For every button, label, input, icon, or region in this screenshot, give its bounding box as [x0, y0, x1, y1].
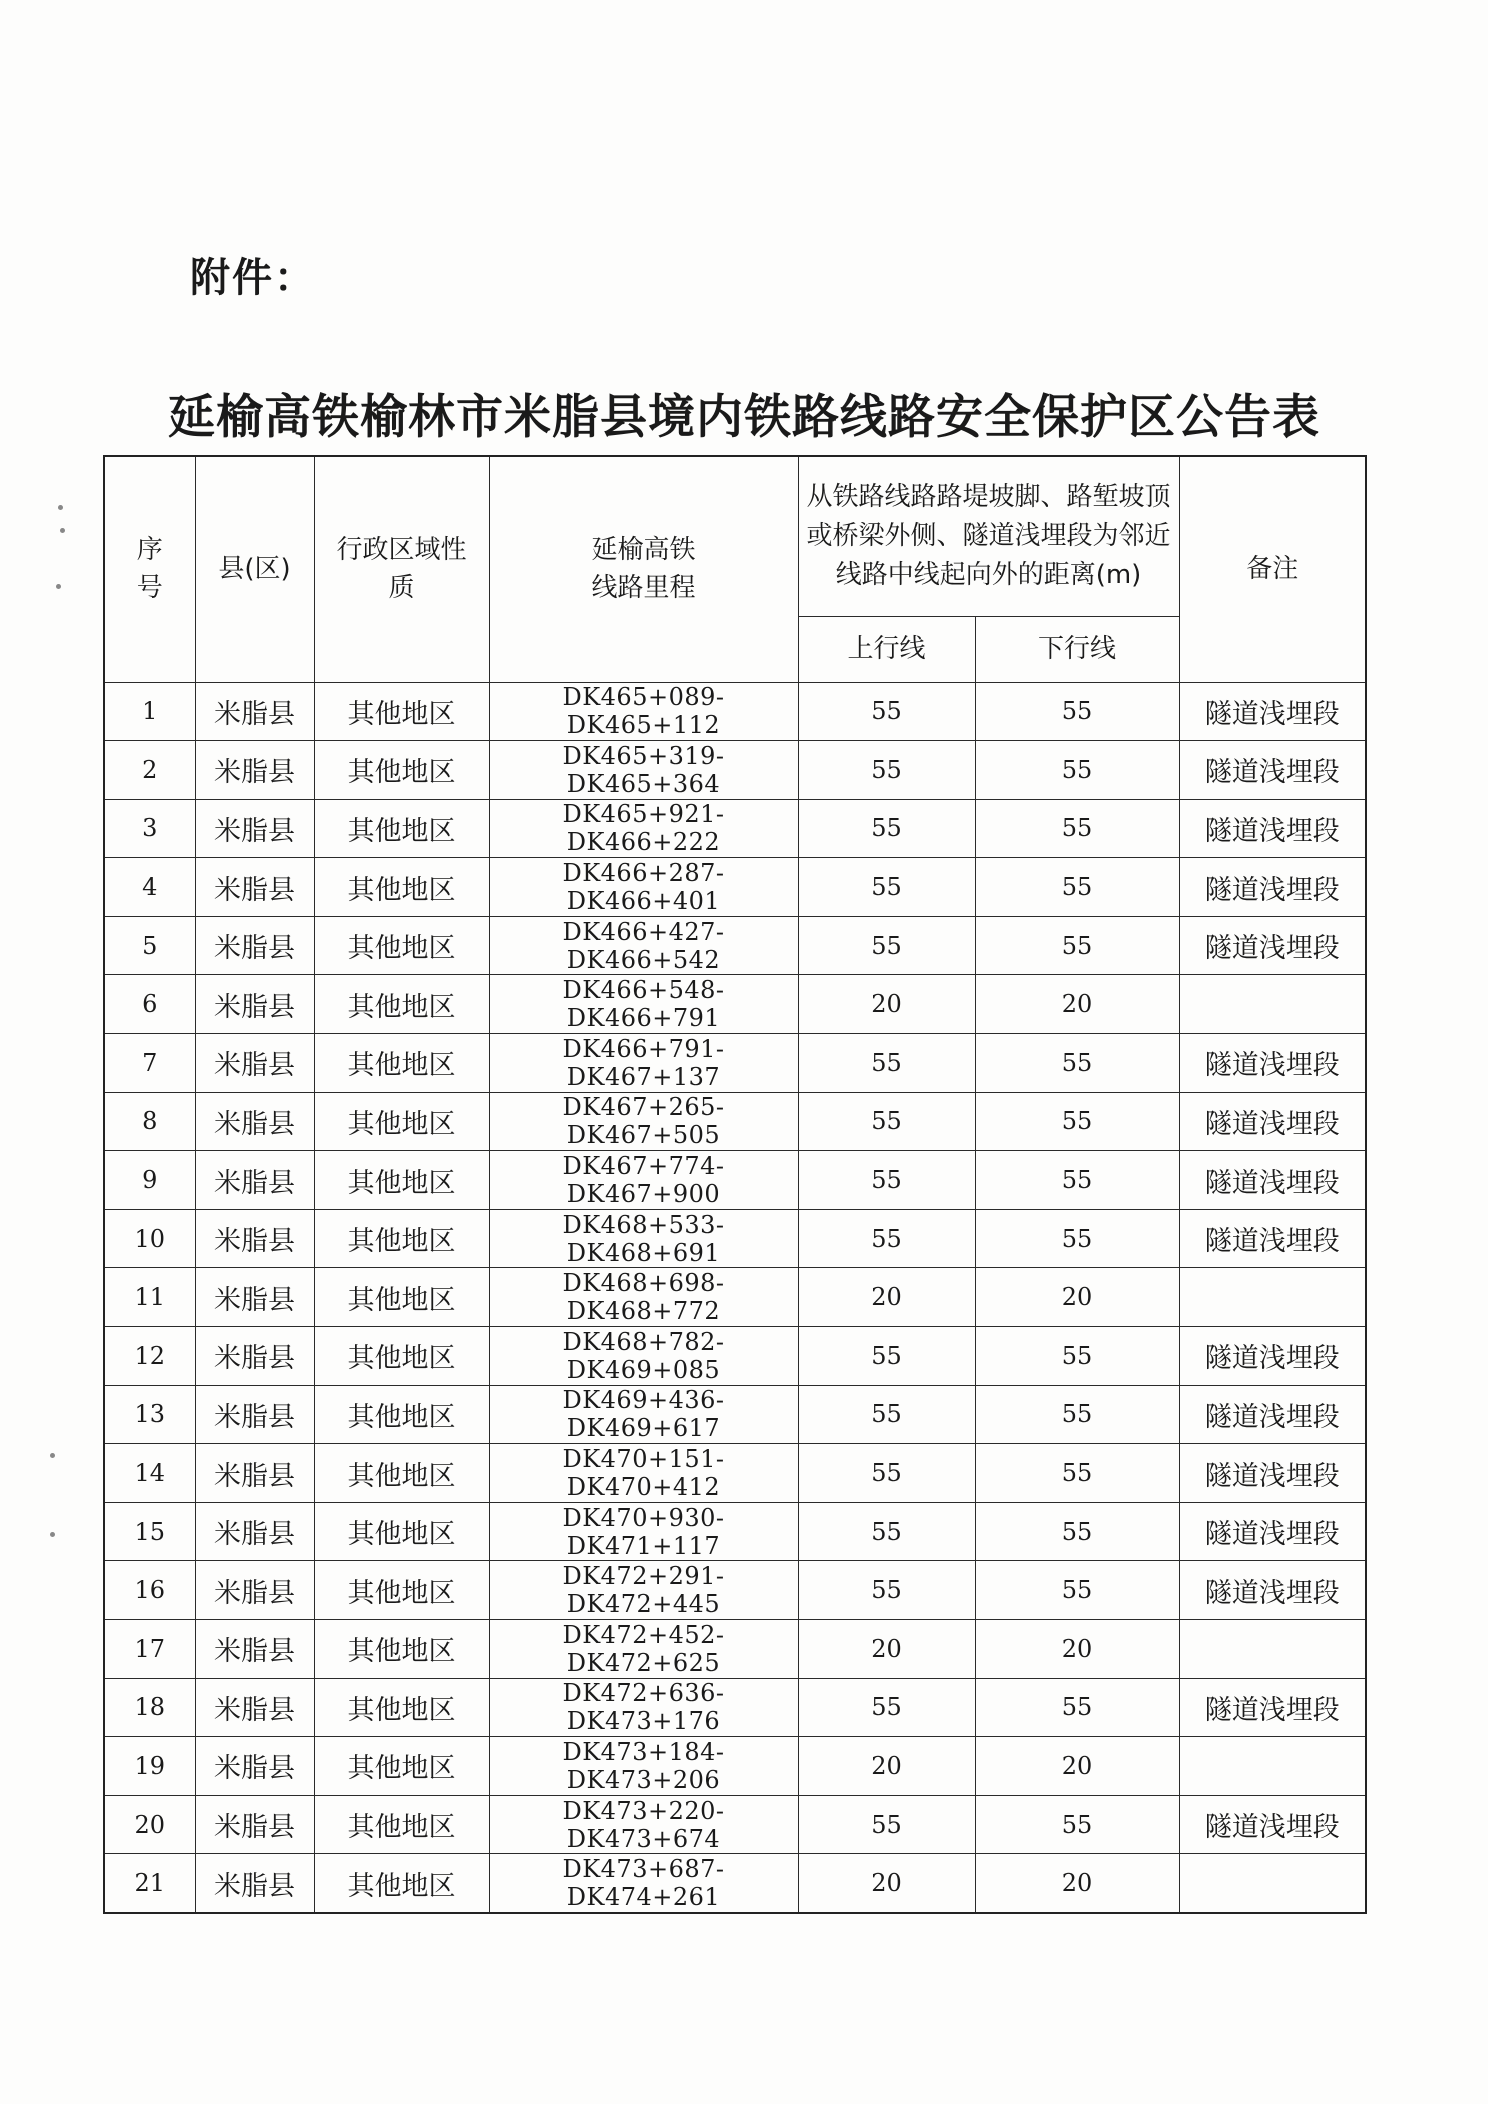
region-cell: 其他地区: [314, 1795, 489, 1854]
seq-cell: 13: [104, 1385, 195, 1444]
seq-cell: 9: [104, 1151, 195, 1210]
header-seq: 序号: [104, 456, 195, 682]
seq-cell: 2: [104, 741, 195, 800]
table-row: [104, 1209, 1366, 1268]
up-line-cell: 20: [798, 1737, 975, 1796]
table-row: [104, 975, 1366, 1034]
region-cell: 其他地区: [314, 1092, 489, 1151]
seq-cell: 19: [104, 1737, 195, 1796]
region-cell: 其他地区: [314, 799, 489, 858]
note-cell: 隧道浅埋段: [1179, 1444, 1366, 1503]
mileage-cell: DK472+291-DK472+445: [489, 1561, 798, 1620]
table-row: [104, 1502, 1366, 1561]
seq-cell: 4: [104, 858, 195, 917]
county-cell: 米脂县: [195, 1151, 314, 1210]
header-up-line: 上行线: [798, 616, 975, 682]
seq-cell: 15: [104, 1502, 195, 1561]
table-row: [104, 1151, 1366, 1210]
table-row: [104, 1268, 1366, 1327]
mileage-cell: DK469+436-DK469+617: [489, 1385, 798, 1444]
up-line-cell: 20: [798, 1854, 975, 1913]
note-cell: 隧道浅埋段: [1179, 1385, 1366, 1444]
up-line-cell: 55: [798, 1795, 975, 1854]
header-distance: 从铁路线路路堤坡脚、路堑坡顶或桥梁外侧、隧道浅埋段为邻近线路中线起向外的距离(m): [798, 456, 1179, 616]
county-cell: 米脂县: [195, 1854, 314, 1913]
table-row: [104, 1678, 1366, 1737]
county-cell: 米脂县: [195, 741, 314, 800]
county-cell: 米脂县: [195, 1034, 314, 1093]
down-line-cell: 55: [975, 1209, 1179, 1268]
region-cell: 其他地区: [314, 1385, 489, 1444]
note-cell: [1179, 1268, 1366, 1327]
table-row: [104, 1092, 1366, 1151]
county-cell: 米脂县: [195, 1444, 314, 1503]
region-cell: 其他地区: [314, 1737, 489, 1796]
county-cell: 米脂县: [195, 1737, 314, 1796]
header-down-line: 下行线: [975, 616, 1179, 682]
mileage-cell: DK470+930-DK471+117: [489, 1502, 798, 1561]
table-row: [104, 1854, 1366, 1913]
mileage-cell: DK466+548-DK466+791: [489, 975, 798, 1034]
county-cell: 米脂县: [195, 1327, 314, 1386]
mileage-cell: DK466+427-DK466+542: [489, 916, 798, 975]
down-line-cell: 55: [975, 1151, 1179, 1210]
region-cell: 其他地区: [314, 1561, 489, 1620]
down-line-cell: 55: [975, 1795, 1179, 1854]
mileage-cell: DK472+452-DK472+625: [489, 1620, 798, 1679]
up-line-cell: 20: [798, 1620, 975, 1679]
protection-zone-table: [103, 455, 1367, 1914]
seq-cell: 18: [104, 1678, 195, 1737]
table-row: [104, 799, 1366, 858]
region-cell: 其他地区: [314, 1034, 489, 1093]
page-title: 延榆高铁榆林市米脂县境内铁路线路安全保护区公告表: [168, 390, 1320, 445]
up-line-cell: 55: [798, 799, 975, 858]
mileage-cell: DK468+698-DK468+772: [489, 1268, 798, 1327]
table-row: [104, 1327, 1366, 1386]
region-cell: 其他地区: [314, 1268, 489, 1327]
up-line-cell: 55: [798, 1385, 975, 1444]
table-row: [104, 916, 1366, 975]
note-cell: [1179, 1854, 1366, 1913]
up-line-cell: 55: [798, 1151, 975, 1210]
note-cell: [1179, 975, 1366, 1034]
up-line-cell: 55: [798, 1561, 975, 1620]
down-line-cell: 55: [975, 1561, 1179, 1620]
note-cell: 隧道浅埋段: [1179, 1678, 1366, 1737]
county-cell: 米脂县: [195, 1795, 314, 1854]
county-cell: 米脂县: [195, 1620, 314, 1679]
down-line-cell: 55: [975, 1092, 1179, 1151]
county-cell: 米脂县: [195, 858, 314, 917]
mileage-cell: DK472+636-DK473+176: [489, 1678, 798, 1737]
seq-cell: 12: [104, 1327, 195, 1386]
region-cell: 其他地区: [314, 1678, 489, 1737]
mileage-cell: DK473+220-DK473+674: [489, 1795, 798, 1854]
seq-cell: 8: [104, 1092, 195, 1151]
region-cell: 其他地区: [314, 1854, 489, 1913]
seq-cell: 21: [104, 1854, 195, 1913]
up-line-cell: 55: [798, 916, 975, 975]
county-cell: 米脂县: [195, 1268, 314, 1327]
region-cell: 其他地区: [314, 858, 489, 917]
up-line-cell: 55: [798, 1034, 975, 1093]
up-line-cell: 55: [798, 682, 975, 741]
table-row: [104, 1737, 1366, 1796]
note-cell: 隧道浅埋段: [1179, 1209, 1366, 1268]
seq-cell: 17: [104, 1620, 195, 1679]
note-cell: 隧道浅埋段: [1179, 858, 1366, 917]
note-cell: 隧道浅埋段: [1179, 916, 1366, 975]
down-line-cell: 20: [975, 1268, 1179, 1327]
down-line-cell: 55: [975, 799, 1179, 858]
up-line-cell: 55: [798, 1502, 975, 1561]
note-cell: 隧道浅埋段: [1179, 799, 1366, 858]
note-cell: [1179, 1620, 1366, 1679]
up-line-cell: 55: [798, 1444, 975, 1503]
mileage-cell: DK466+791-DK467+137: [489, 1034, 798, 1093]
mileage-cell: DK465+319-DK465+364: [489, 741, 798, 800]
region-cell: 其他地区: [314, 1620, 489, 1679]
mileage-cell: DK466+287-DK466+401: [489, 858, 798, 917]
down-line-cell: 55: [975, 858, 1179, 917]
table-row: [104, 1034, 1366, 1093]
mileage-cell: DK470+151-DK470+412: [489, 1444, 798, 1503]
down-line-cell: 55: [975, 1034, 1179, 1093]
county-cell: 米脂县: [195, 916, 314, 975]
table-body: [104, 682, 1366, 1913]
county-cell: 米脂县: [195, 682, 314, 741]
region-cell: 其他地区: [314, 1209, 489, 1268]
mileage-cell: DK465+089-DK465+112: [489, 682, 798, 741]
up-line-cell: 55: [798, 1092, 975, 1151]
region-cell: 其他地区: [314, 1327, 489, 1386]
region-cell: 其他地区: [314, 741, 489, 800]
seq-cell: 3: [104, 799, 195, 858]
seq-cell: 20: [104, 1795, 195, 1854]
down-line-cell: 20: [975, 1620, 1179, 1679]
mileage-cell: DK473+184-DK473+206: [489, 1737, 798, 1796]
header-note: 备注: [1179, 456, 1366, 682]
seq-cell: 11: [104, 1268, 195, 1327]
down-line-cell: 55: [975, 1678, 1179, 1737]
note-cell: [1179, 1737, 1366, 1796]
down-line-cell: 55: [975, 1385, 1179, 1444]
down-line-cell: 20: [975, 1854, 1179, 1913]
mileage-cell: DK467+774-DK467+900: [489, 1151, 798, 1210]
header-county: 县(区): [195, 456, 314, 682]
down-line-cell: 20: [975, 1737, 1179, 1796]
mileage-cell: DK465+921-DK466+222: [489, 799, 798, 858]
note-cell: 隧道浅埋段: [1179, 741, 1366, 800]
note-cell: 隧道浅埋段: [1179, 1561, 1366, 1620]
region-cell: 其他地区: [314, 682, 489, 741]
down-line-cell: 55: [975, 741, 1179, 800]
seq-cell: 1: [104, 682, 195, 741]
up-line-cell: 55: [798, 858, 975, 917]
up-line-cell: 55: [798, 1209, 975, 1268]
down-line-cell: 55: [975, 1327, 1179, 1386]
mileage-cell: DK468+533-DK468+691: [489, 1209, 798, 1268]
down-line-cell: 55: [975, 1502, 1179, 1561]
up-line-cell: 55: [798, 741, 975, 800]
county-cell: 米脂县: [195, 975, 314, 1034]
region-cell: 其他地区: [314, 1151, 489, 1210]
region-cell: 其他地区: [314, 975, 489, 1034]
region-cell: 其他地区: [314, 916, 489, 975]
county-cell: 米脂县: [195, 1092, 314, 1151]
note-cell: 隧道浅埋段: [1179, 1502, 1366, 1561]
region-cell: 其他地区: [314, 1444, 489, 1503]
down-line-cell: 55: [975, 1444, 1179, 1503]
table-row: [104, 1385, 1366, 1444]
table-row: [104, 1795, 1366, 1854]
table-row: [104, 858, 1366, 917]
seq-cell: 5: [104, 916, 195, 975]
note-cell: 隧道浅埋段: [1179, 1327, 1366, 1386]
seq-cell: 6: [104, 975, 195, 1034]
up-line-cell: 55: [798, 1678, 975, 1737]
seq-cell: 10: [104, 1209, 195, 1268]
up-line-cell: 55: [798, 1327, 975, 1386]
county-cell: 米脂县: [195, 799, 314, 858]
table-row: [104, 1444, 1366, 1503]
mileage-cell: DK467+265-DK467+505: [489, 1092, 798, 1151]
attachment-label: 附件：: [190, 255, 316, 301]
down-line-cell: 55: [975, 682, 1179, 741]
header-mileage: 延榆高铁线路里程: [489, 456, 798, 682]
seq-cell: 16: [104, 1561, 195, 1620]
note-cell: 隧道浅埋段: [1179, 1034, 1366, 1093]
county-cell: 米脂县: [195, 1385, 314, 1444]
down-line-cell: 20: [975, 975, 1179, 1034]
note-cell: 隧道浅埋段: [1179, 1092, 1366, 1151]
down-line-cell: 55: [975, 916, 1179, 975]
county-cell: 米脂县: [195, 1678, 314, 1737]
note-cell: 隧道浅埋段: [1179, 1795, 1366, 1854]
county-cell: 米脂县: [195, 1209, 314, 1268]
county-cell: 米脂县: [195, 1561, 314, 1620]
mileage-cell: DK473+687-DK474+261: [489, 1854, 798, 1913]
region-cell: 其他地区: [314, 1502, 489, 1561]
county-cell: 米脂县: [195, 1502, 314, 1561]
seq-cell: 14: [104, 1444, 195, 1503]
up-line-cell: 20: [798, 975, 975, 1034]
table-row: [104, 682, 1366, 741]
note-cell: 隧道浅埋段: [1179, 1151, 1366, 1210]
up-line-cell: 20: [798, 1268, 975, 1327]
table-row: [104, 1561, 1366, 1620]
table-row: [104, 741, 1366, 800]
seq-cell: 7: [104, 1034, 195, 1093]
table-row: [104, 1620, 1366, 1679]
note-cell: 隧道浅埋段: [1179, 682, 1366, 741]
header-region: 行政区域性质: [314, 456, 489, 682]
mileage-cell: DK468+782-DK469+085: [489, 1327, 798, 1386]
